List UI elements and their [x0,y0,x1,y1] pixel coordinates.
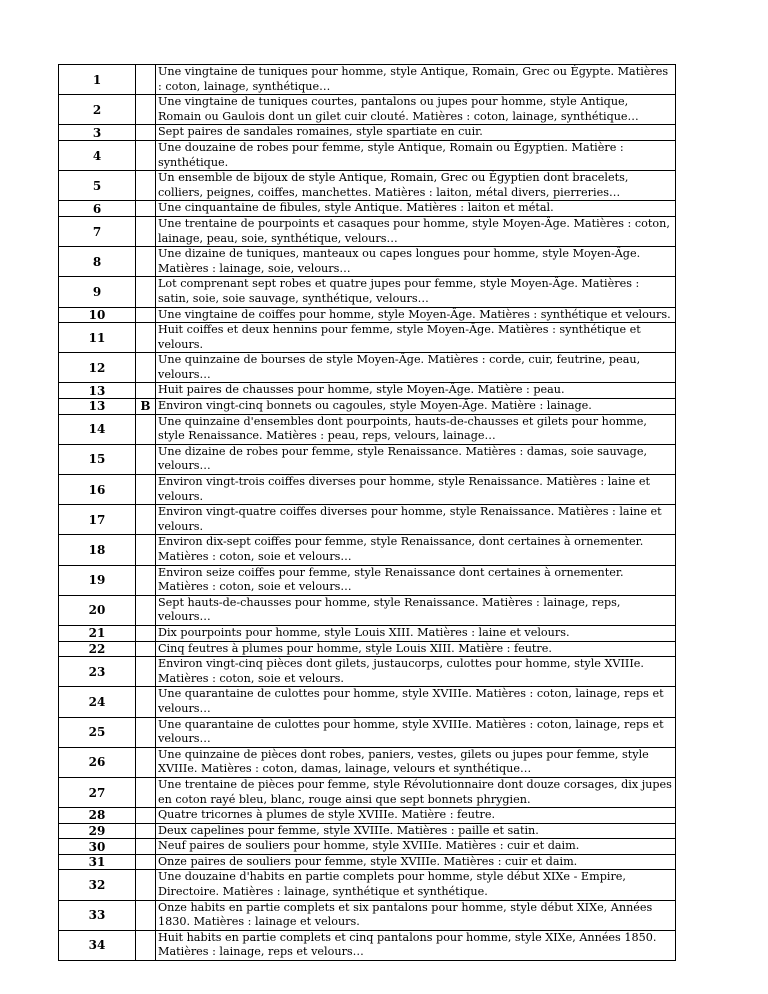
table-row [59,870,676,900]
lot-suffix [136,900,156,930]
lot-description: Dix pourpoints pour homme, style Louis XIII. Matières : laine et velours. [156,625,676,641]
lot-description: Quatre tricornes à plumes de style XVIIIe. Matière : feutre. [156,808,676,824]
table-row [59,399,676,415]
lot-description: Neuf paires de souliers pour homme, style XVIIIe. Matières : cuir et daim. [156,839,676,855]
lot-description: Un ensemble de bijoux de style Antique, Romain, Grec ou Égyptien dont bracelets, colliers, peignes, coiffes, manchettes. Matières : laiton, métal divers, pierreries… [156,171,676,201]
lot-table-body [59,65,676,961]
lot-number: 5 [59,171,136,201]
lot-number: 24 [59,687,136,717]
lot-number: 26 [59,747,136,777]
lot-description: Une trentaine de pièces pour femme, style Révolutionnaire dont douze corsages, dix jupes en coton rayé bleu, blanc, rouge ainsi que sept bonnets phrygien. [156,777,676,807]
table-row [59,201,676,217]
lot-number: 10 [59,307,136,323]
lot-suffix [136,657,156,687]
lot-suffix [136,823,156,839]
lot-description: Environ vingt-cinq pièces dont gilets, justaucorps, culottes pour homme, style XVIIIe. Matières : coton, soie et velours. [156,657,676,687]
lot-number: 25 [59,717,136,747]
lot-number: 27 [59,777,136,807]
table-row [59,323,676,353]
lot-number: 4 [59,140,136,170]
lot-number: 17 [59,505,136,535]
lot-number: 3 [59,125,136,141]
lot-suffix [136,808,156,824]
lot-suffix [136,595,156,625]
lot-number: 6 [59,201,136,217]
lot-number: 2 [59,95,136,125]
lot-description: Une vingtaine de tuniques pour homme, style Antique, Romain, Grec ou Égypte. Matières : coton, lainage, synthétique… [156,65,676,95]
lot-suffix [136,747,156,777]
table-row [59,383,676,399]
lot-description: Une douzaine d'habits en partie complets pour homme, style début XIXe - Empire, Directoire. Matières : lainage, synthétique et synthétique. [156,870,676,900]
lot-description: Huit coiffes et deux hennins pour femme, style Moyen-Âge. Matières : synthétique et velours. [156,323,676,353]
lot-suffix [136,247,156,277]
lot-description: Sept hauts-de-chausses pour homme, style Renaissance. Matières : lainage, reps, velours… [156,595,676,625]
lot-number: 31 [59,854,136,870]
lot-suffix [136,535,156,565]
lot-suffix [136,125,156,141]
lot-number: 30 [59,839,136,855]
lot-suffix [136,353,156,383]
table-row [59,747,676,777]
lot-suffix [136,444,156,474]
table-row [59,823,676,839]
table-row [59,930,676,960]
lot-description: Une dizaine de robes pour femme, style Renaissance. Matières : damas, soie sauvage, velours… [156,444,676,474]
lot-number: 13 [59,399,136,415]
lot-suffix [136,930,156,960]
table-row [59,277,676,307]
lot-description: Onze habits en partie complets et six pantalons pour homme, style début XIXe, Années 1830. Matières : lainage et velours. [156,900,676,930]
lot-table [58,64,676,961]
table-row [59,414,676,444]
lot-number: 20 [59,595,136,625]
table-row [59,595,676,625]
table-row [59,717,676,747]
lot-description: Huit habits en partie complets et cinq pantalons pour homme, style XIXe, Années 1850. Matières : lainage, reps et velours… [156,930,676,960]
lot-description: Environ seize coiffes pour femme, style Renaissance dont certaines à ornementer. Matières : coton, soie et velours… [156,565,676,595]
lot-suffix [136,641,156,657]
table-row [59,140,676,170]
lot-number: 23 [59,657,136,687]
lot-suffix [136,625,156,641]
table-row [59,808,676,824]
lot-description: Onze paires de souliers pour femme, style XVIIIe. Matières : cuir et daim. [156,854,676,870]
table-row [59,900,676,930]
table-row [59,216,676,246]
lot-suffix [136,777,156,807]
lot-suffix [136,323,156,353]
lot-number: 13 [59,383,136,399]
table-row [59,657,676,687]
lot-description: Sept paires de sandales romaines, style spartiate en cuir. [156,125,676,141]
lot-description: Deux capelines pour femme, style XVIIIe. Matières : paille et satin. [156,823,676,839]
lot-description: Environ dix-sept coiffes pour femme, style Renaissance, dont certaines à ornementer. Matières : coton, soie et velours… [156,535,676,565]
table-row [59,247,676,277]
lot-description: Environ vingt-quatre coiffes diverses pour homme, style Renaissance. Matières : laine et velours. [156,505,676,535]
lot-description: Une dizaine de tuniques, manteaux ou capes longues pour homme, style Moyen-Âge. Matières : lainage, soie, velours… [156,247,676,277]
lot-number: 12 [59,353,136,383]
table-row [59,839,676,855]
lot-number: 7 [59,216,136,246]
lot-number: 8 [59,247,136,277]
table-row [59,171,676,201]
lot-number: 28 [59,808,136,824]
lot-description: Une quinzaine de bourses de style Moyen-Âge. Matières : corde, cuir, feutrine, peau, velours… [156,353,676,383]
lot-description: Lot comprenant sept robes et quatre jupes pour femme, style Moyen-Âge. Matières : satin, soie, soie sauvage, synthétique, velours… [156,277,676,307]
table-row [59,535,676,565]
table-row [59,65,676,95]
lot-description: Une douzaine de robes pour femme, style Antique, Romain ou Égyptien. Matière : synthétique. [156,140,676,170]
lot-description: Huit paires de chausses pour homme, style Moyen-Âge. Matière : peau. [156,383,676,399]
lot-suffix [136,201,156,217]
lot-number: 16 [59,475,136,505]
lot-suffix [136,717,156,747]
lot-suffix [136,839,156,855]
lot-description: Une quarantaine de culottes pour homme, style XVIIIe. Matières : coton, lainage, reps et velours… [156,687,676,717]
lot-description: Une quinzaine d'ensembles dont pourpoints, hauts-de-chausses et gilets pour homme, style Renaissance. Matières : peau, reps, velours, lainage… [156,414,676,444]
table-row [59,565,676,595]
lot-number: 14 [59,414,136,444]
table-row [59,307,676,323]
lot-number: 1 [59,65,136,95]
lot-number: 18 [59,535,136,565]
lot-suffix [136,505,156,535]
lot-suffix [136,854,156,870]
table-row [59,625,676,641]
lot-suffix [136,277,156,307]
lot-description: Une vingtaine de coiffes pour homme, style Moyen-Âge. Matières : synthétique et velours. [156,307,676,323]
lot-suffix: B [136,399,156,415]
table-row [59,353,676,383]
lot-suffix [136,65,156,95]
lot-description: Une quarantaine de culottes pour homme, style XVIIIe. Matières : coton, lainage, reps et velours… [156,717,676,747]
lot-suffix [136,95,156,125]
lot-suffix [136,475,156,505]
lot-description: Environ vingt-trois coiffes diverses pour homme, style Renaissance. Matières : laine et velours. [156,475,676,505]
lot-suffix [136,414,156,444]
lot-description: Une vingtaine de tuniques courtes, pantalons ou jupes pour homme, style Antique, Romain ou Gaulois dont un gilet cuir clouté. Matières : coton, lainage, synthétique… [156,95,676,125]
lot-number: 15 [59,444,136,474]
table-row [59,505,676,535]
table-row [59,854,676,870]
table-row [59,444,676,474]
lot-suffix [136,171,156,201]
table-row [59,777,676,807]
table-row [59,475,676,505]
lot-number: 33 [59,900,136,930]
lot-number: 22 [59,641,136,657]
lot-suffix [136,870,156,900]
lot-number: 21 [59,625,136,641]
lot-description: Cinq feutres à plumes pour homme, style Louis XIII. Matière : feutre. [156,641,676,657]
table-row [59,95,676,125]
lot-suffix [136,687,156,717]
lot-number: 9 [59,277,136,307]
lot-suffix [136,565,156,595]
lot-number: 29 [59,823,136,839]
lot-suffix [136,383,156,399]
lot-number: 32 [59,870,136,900]
lot-number: 11 [59,323,136,353]
lot-suffix [136,216,156,246]
lot-suffix [136,140,156,170]
table-row [59,641,676,657]
lot-description: Une trentaine de pourpoints et casaques pour homme, style Moyen-Âge. Matières : coton, lainage, peau, soie, synthétique, velours… [156,216,676,246]
lot-number: 19 [59,565,136,595]
lot-description: Une cinquantaine de fibules, style Antique. Matières : laiton et métal. [156,201,676,217]
lot-description: Environ vingt-cinq bonnets ou cagoules, style Moyen-Âge. Matière : lainage. [156,399,676,415]
table-row [59,125,676,141]
table-row [59,687,676,717]
lot-description: Une quinzaine de pièces dont robes, paniers, vestes, gilets ou jupes pour femme, style XVIIIe. Matières : coton, damas, lainage, velours et synthétique… [156,747,676,777]
lot-number: 34 [59,930,136,960]
lot-suffix [136,307,156,323]
